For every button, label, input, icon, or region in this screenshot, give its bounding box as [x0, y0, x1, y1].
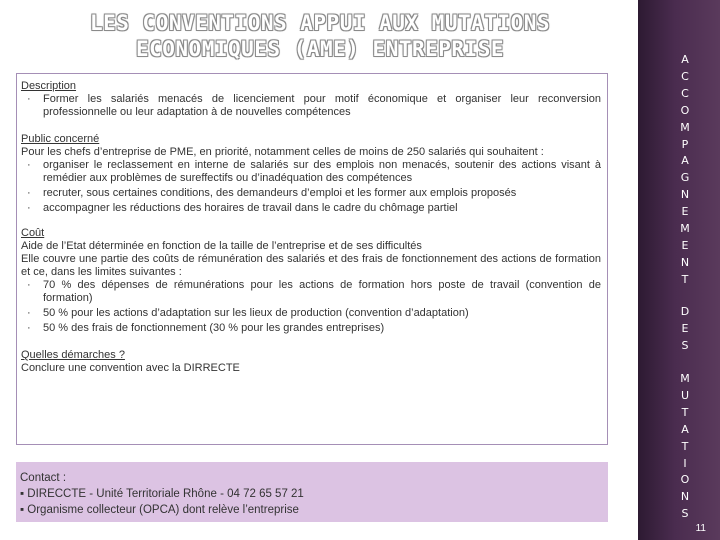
contact-line-opca: ▪ Organisme collecteur (OPCA) dont relève l’entreprise — [20, 504, 299, 516]
sidebar-banner — [638, 0, 720, 540]
contact-heading: Contact : — [20, 472, 67, 484]
description-item: · Former les salariés menacés de licenciement pour motif économique et organiser leur reconversion professionnelle ou leur adaptation à de nouvelles compétences — [27, 93, 601, 118]
cout-heading: Coût — [21, 227, 45, 239]
vertical-word-mutations: M U T A T I O N S — [680, 372, 690, 521]
contact-box — [16, 462, 608, 522]
cout-item: · 70 % des dépenses de rémunérations pour les actions de formation hors poste de travail (convention de formation) — [27, 279, 601, 304]
cout-line1: Aide de l’Etat déterminée en fonction de la taille de l’entreprise et de ses difficultés — [21, 240, 422, 252]
public-item: · accompagner les réductions des horaires de travail dans le cadre du chômage partiel — [27, 202, 458, 214]
cout-item: · 50 % pour les actions d’adaptation sur les lieux de production (convention d’adaptation) — [27, 307, 469, 319]
cout-line2: Elle couvre une partie des coûts de rémunération des salariés et des frais de fonctionnement des actions de formation et ce, dans les limites suivantes : — [21, 253, 601, 278]
public-item: · organiser le reclassement en interne de salariés sur des emplois non menacés, soutenir des actions visant à remédier aux problèmes de sureffectifs ou d’inadéquation des compétences — [27, 159, 601, 184]
public-intro: Pour les chefs d’entreprise de PME, en priorité, notamment celles de moins de 250 salariés qui souhaitent : — [21, 146, 544, 158]
public-heading: Public concerné — [21, 133, 100, 145]
bullet-icon: · — [27, 93, 31, 105]
bullet-icon: · — [27, 202, 31, 214]
description-heading: Description — [21, 80, 77, 92]
cout-item: · 50 % des frais de fonctionnement (30 % pour les grandes entreprises) — [27, 322, 385, 334]
demarches-section — [21, 349, 601, 375]
page-number: 11 — [695, 523, 706, 534]
bullet-icon: · — [27, 322, 31, 334]
demarches-text: Conclure une convention avec la DIRRECTE — [21, 362, 240, 374]
public-item: · recruter, sous certaines conditions, des demandeurs d’emploi et les former aux emplois proposés — [27, 187, 517, 199]
vertical-word-accompagnement: A C C O M P A G N E M E N T — [680, 53, 690, 286]
slide-title-line1: LES CONVENTIONS APPUI AUX MUTATIONS — [89, 11, 550, 35]
content-box — [16, 73, 608, 445]
bullet-icon: · — [27, 187, 31, 199]
slide-title — [20, 10, 620, 62]
bullet-icon: · — [27, 307, 31, 319]
bullet-icon: · — [27, 159, 31, 171]
contact-line-direccte: ▪ DIRECCTE - Unité Territoriale Rhône - 04 72 65 57 21 — [20, 488, 304, 500]
demarches-heading: Quelles démarches ? — [21, 349, 125, 361]
description-section — [21, 80, 601, 119]
slide-title-line2: ECONOMIQUES (AME) ENTREPRISE — [135, 37, 504, 61]
cout-section — [21, 227, 601, 335]
public-section — [21, 133, 601, 215]
bullet-icon: · — [27, 279, 31, 291]
vertical-word-des: D E S — [680, 305, 690, 352]
